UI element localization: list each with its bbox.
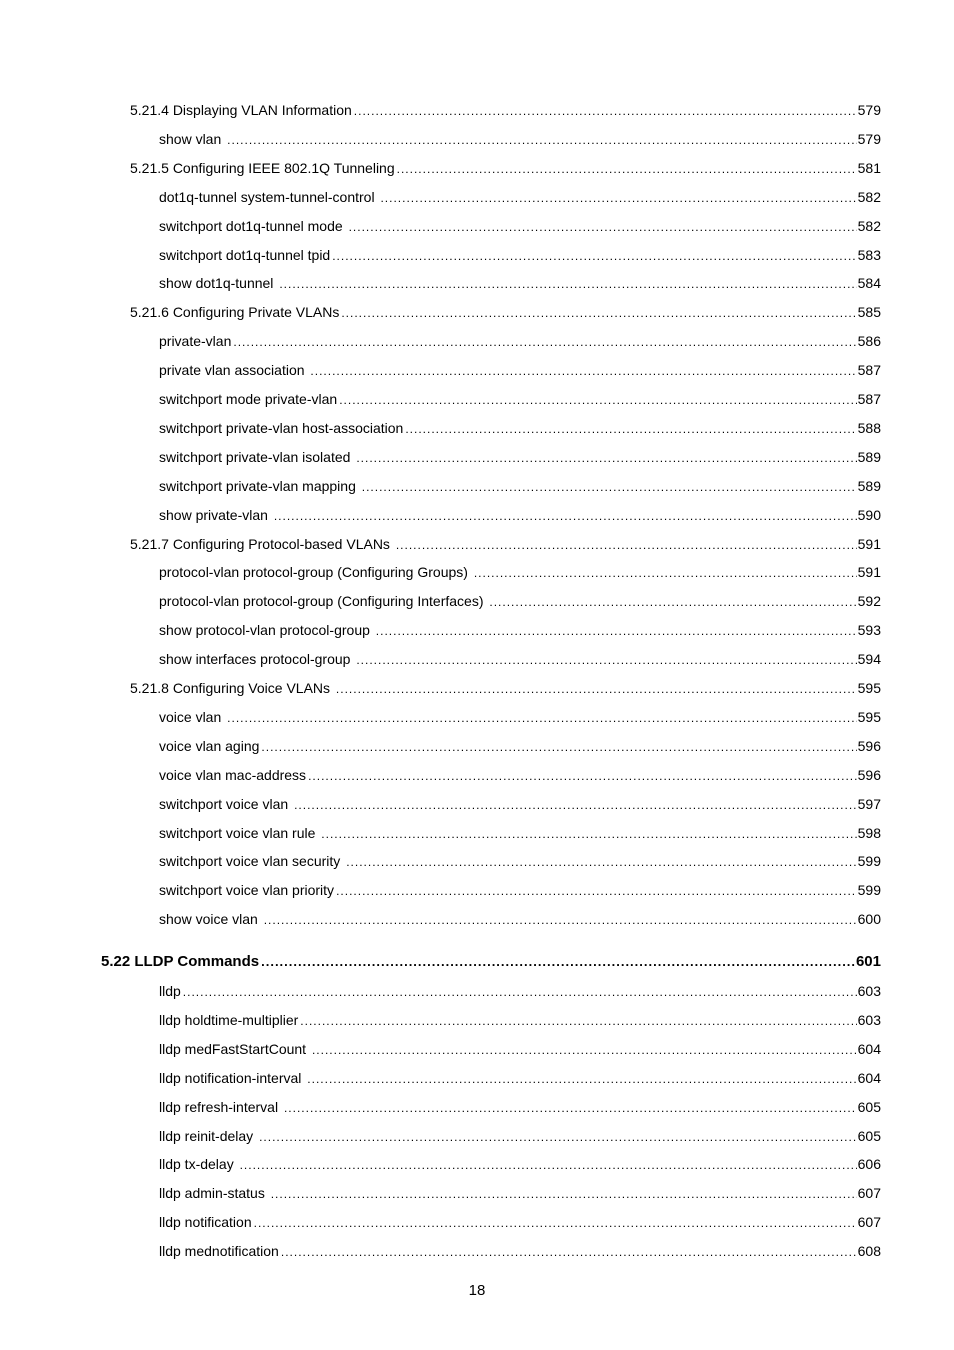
toc-entry-label: voice vlan mac-address (159, 766, 307, 783)
toc-subsection-entry[interactable] (130, 100, 881, 120)
toc-entry-page: 604 (857, 1069, 881, 1086)
toc-entry-page: 599 (857, 882, 881, 899)
toc-command-entry[interactable] (159, 389, 881, 409)
toc-dot-leader (183, 982, 857, 1002)
toc-entry-page: 598 (857, 824, 881, 841)
toc-entry-page: 593 (857, 622, 881, 639)
toc-entry-page: 584 (857, 275, 881, 292)
toc-dot-leader (380, 188, 856, 208)
toc-entry-page: 591 (857, 564, 881, 581)
toc-command-entry[interactable] (159, 505, 881, 525)
toc-command-entry[interactable] (159, 1154, 881, 1174)
toc-dot-leader (354, 101, 857, 121)
toc-command-entry[interactable] (159, 620, 881, 640)
toc-dot-leader (271, 1184, 857, 1204)
toc-entry-label: voice vlan (159, 708, 226, 725)
toc-entry-page: 587 (857, 362, 881, 379)
toc-entry-label: switchport private-vlan mapping (159, 477, 360, 494)
toc-dot-leader (362, 477, 857, 497)
toc-entry-label: switchport voice vlan priority (159, 882, 335, 899)
toc-entry-page: 604 (857, 1040, 881, 1057)
toc-command-entry[interactable] (159, 562, 881, 582)
toc-entry-label: 5.21.8 Configuring Voice VLANs (130, 680, 334, 696)
toc-command-entry[interactable] (159, 880, 881, 900)
toc-dot-leader (259, 1127, 857, 1147)
toc-entry-page: 583 (857, 246, 881, 263)
toc-command-entry[interactable] (159, 1183, 881, 1203)
toc-entry-label: voice vlan aging (159, 737, 260, 754)
toc-dot-leader (227, 130, 856, 150)
toc-entry-label: 5.21.7 Configuring Protocol-based VLANs (130, 535, 394, 552)
toc-entry-page: 581 (857, 159, 881, 176)
toc-command-entry[interactable] (159, 1126, 881, 1146)
toc-entry-label: dot1q-tunnel system-tunnel-control (159, 188, 379, 205)
toc-entry-page: 579 (857, 102, 881, 118)
toc-entry-page: 582 (857, 217, 881, 234)
toc-entry-label: lldp tx-delay (159, 1156, 238, 1173)
toc-dot-leader (227, 708, 856, 728)
toc-dot-leader (341, 303, 856, 323)
toc-command-entry[interactable] (159, 1039, 881, 1059)
toc-entry-page: 591 (857, 535, 881, 552)
toc-entry-label: show interfaces protocol-group (159, 651, 355, 668)
toc-entry-page: 589 (857, 448, 881, 465)
toc-dot-leader (312, 1040, 857, 1060)
toc-command-entry[interactable] (159, 418, 881, 438)
toc-dot-leader (346, 852, 856, 872)
toc-dot-leader (336, 881, 857, 901)
toc-dot-leader (356, 650, 856, 670)
toc-command-entry[interactable] (159, 476, 881, 496)
toc-entry-label: 5.21.4 Displaying VLAN Information (130, 102, 352, 118)
toc-entry-page: 601 (855, 953, 881, 971)
toc-entry-label: protocol-vlan protocol-group (Configuring Interfaces) (159, 593, 488, 610)
toc-dot-leader (308, 766, 857, 786)
toc-entry-page: 608 (857, 1243, 881, 1260)
toc-entry-page: 607 (857, 1214, 881, 1231)
toc-dot-leader (376, 621, 857, 641)
toc-entry-label: show dot1q-tunnel (159, 275, 278, 292)
toc-command-entry[interactable] (159, 1097, 881, 1117)
toc-section-entry[interactable] (101, 952, 881, 972)
toc-entry-page: 599 (857, 853, 881, 870)
toc-entry-label: lldp mednotification (159, 1243, 279, 1260)
toc-entry-page: 596 (857, 737, 881, 754)
toc-dot-leader (233, 332, 856, 352)
toc-entry-page: 589 (857, 477, 881, 494)
toc-entry-page: 596 (857, 766, 881, 783)
toc-command-entry[interactable] (159, 187, 881, 207)
toc-command-entry[interactable] (159, 981, 881, 1001)
toc-entry-label: private vlan association (159, 362, 309, 379)
toc-dot-leader (281, 1242, 857, 1262)
toc-command-entry[interactable] (159, 909, 881, 929)
toc-dot-leader (294, 795, 857, 815)
toc-entry-page: 603 (857, 983, 881, 999)
toc-entry-label: lldp medFastStartCount (159, 1040, 310, 1057)
toc-dot-leader (489, 592, 856, 612)
toc-dot-leader (397, 159, 857, 179)
toc-command-entry[interactable] (159, 851, 881, 871)
toc-entry-page: 590 (857, 506, 881, 523)
toc-entry-label: switchport dot1q-tunnel tpid (159, 246, 331, 263)
toc-entry-page: 606 (857, 1156, 881, 1173)
toc-command-entry[interactable] (159, 707, 881, 727)
toc-entry-label: private-vlan (159, 333, 232, 350)
toc-dot-leader (261, 952, 855, 972)
toc-entry-label: show vlan (159, 130, 226, 147)
toc-command-entry[interactable] (159, 331, 881, 351)
toc-entry-label: show protocol-vlan protocol-group (159, 622, 374, 639)
toc-entry-page: 594 (857, 651, 881, 668)
toc-subsection-entry[interactable] (130, 302, 881, 322)
toc-entry-label: lldp (159, 983, 181, 999)
toc-dot-leader (339, 390, 856, 410)
toc-dot-leader (264, 910, 857, 930)
toc-dot-leader (261, 737, 856, 757)
toc-entry-label: lldp admin-status (159, 1185, 269, 1202)
toc-subsection-entry[interactable] (130, 534, 881, 554)
toc-dot-leader (356, 448, 856, 468)
toc-command-entry[interactable] (159, 245, 881, 265)
toc-entry-page: 605 (857, 1098, 881, 1115)
toc-command-entry[interactable] (159, 360, 881, 380)
toc-command-entry[interactable] (159, 765, 881, 785)
toc-subsection-entry[interactable] (130, 678, 881, 698)
toc-dot-leader (310, 361, 856, 381)
toc-entry-label: switchport private-vlan isolated (159, 448, 355, 465)
toc-command-entry[interactable] (159, 591, 881, 611)
toc-entry-label: show private-vlan (159, 506, 272, 523)
toc-entry-label: show voice vlan (159, 911, 262, 928)
toc-entry-label: 5.22 LLDP Commands (101, 953, 260, 971)
toc-entry-label: switchport voice vlan (159, 795, 293, 812)
toc-dot-leader (474, 563, 857, 583)
toc-entry-page: 586 (857, 333, 881, 350)
toc-dot-leader (405, 419, 856, 439)
toc-entry-label: lldp notification-interval (159, 1069, 306, 1086)
toc-entry-label: 5.21.6 Configuring Private VLANs (130, 304, 340, 321)
toc-command-entry[interactable] (159, 273, 881, 293)
toc-entry-page: 582 (857, 188, 881, 205)
toc-entry-label: switchport mode private-vlan (159, 391, 338, 407)
toc-entry-label: switchport voice vlan security (159, 853, 345, 870)
toc-entry-label: switchport private-vlan host-association (159, 419, 404, 436)
toc-command-entry[interactable] (159, 1212, 881, 1232)
toc-dot-leader (284, 1098, 857, 1118)
toc-subsection-entry[interactable] (130, 158, 881, 178)
toc-dot-leader (300, 1011, 856, 1031)
toc-entry-page: 588 (857, 419, 881, 436)
toc-dot-leader (279, 274, 856, 294)
toc-entry-page: 595 (857, 708, 881, 725)
toc-command-entry[interactable] (159, 1068, 881, 1088)
toc-dot-leader (240, 1155, 857, 1175)
toc-entry-page: 579 (857, 130, 881, 147)
toc-dot-leader (396, 535, 857, 555)
toc-dot-leader (336, 679, 857, 699)
toc-entry-page: 603 (857, 1011, 881, 1028)
toc-entry-label: switchport dot1q-tunnel mode (159, 217, 347, 234)
page-number: 18 (468, 1282, 486, 1299)
toc-entry-label: lldp refresh-interval (159, 1098, 282, 1115)
toc-entry-page: 592 (857, 593, 881, 610)
toc-dot-leader (307, 1069, 856, 1089)
toc-command-entry[interactable] (159, 1010, 881, 1030)
toc-entry-page: 585 (857, 304, 881, 321)
toc-entry-page: 605 (857, 1127, 881, 1144)
toc-command-entry[interactable] (159, 216, 881, 236)
toc-dot-leader (274, 506, 857, 526)
toc-command-entry[interactable] (159, 1241, 881, 1261)
toc-entry-page: 587 (857, 391, 881, 407)
toc-entry-label: lldp notification (159, 1214, 252, 1231)
toc-dot-leader (332, 246, 856, 266)
toc-command-entry[interactable] (159, 447, 881, 467)
toc-entry-label: protocol-vlan protocol-group (Configuring Groups) (159, 564, 472, 581)
toc-command-entry[interactable] (159, 823, 881, 843)
toc-entry-label: lldp holdtime-multiplier (159, 1011, 299, 1028)
toc-entry-label: switchport voice vlan rule (159, 824, 320, 841)
toc-command-entry[interactable] (159, 794, 881, 814)
toc-command-entry[interactable] (159, 129, 881, 149)
toc-entry-label: 5.21.5 Configuring IEEE 802.1Q Tunneling (130, 159, 395, 176)
toc-command-entry[interactable] (159, 649, 881, 669)
toc-dot-leader (254, 1213, 857, 1233)
toc-entry-label: lldp reinit-delay (159, 1127, 258, 1144)
toc-entry-page: 600 (857, 911, 881, 928)
toc-command-entry[interactable] (159, 736, 881, 756)
toc-entry-page: 607 (857, 1185, 881, 1202)
toc-dot-leader (349, 217, 857, 237)
toc-entry-page: 597 (857, 795, 881, 812)
toc-dot-leader (321, 824, 856, 844)
toc-entry-page: 595 (857, 680, 881, 696)
